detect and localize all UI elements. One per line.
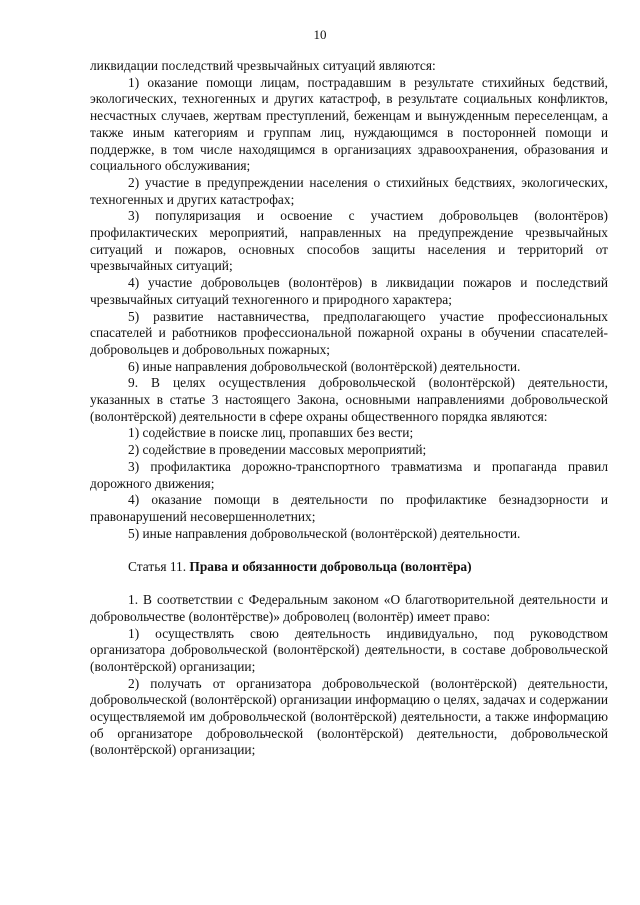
document-body (90, 58, 608, 759)
article-prefix: Статья 11. (128, 559, 190, 575)
paragraphs-before (90, 58, 608, 542)
paragraph-b2: 2) содействие в проведении массовых мероприятий; (128, 442, 427, 458)
paragraph-b5: 5) иные направления добровольческой (волонтёрской) деятельности. (128, 525, 521, 541)
paragraph-a2: 2) участие в предупреждении населения о стихийных бедствиях, экологических, техногенных и других катастрофах; (90, 174, 608, 207)
paragraph-c1_1: 1) осуществлять свою деятельность индивидуально, под руководством организатора добровольческой (волонтёрской) деятельности, в составе добровольческой (волонтёрской) организации; (90, 625, 608, 674)
paragraph-b1: 1) содействие в поиске лиц, пропавших без вести; (128, 425, 414, 441)
paragraph-c1: 1. В соответствии с Федеральным законом «О благотворительной деятельности и добровольчестве (волонтёрстве)» доброволец (волонтёр) имеет право: (90, 592, 608, 624)
article-heading (90, 559, 608, 576)
paragraph-intro: ликвидации последствий чрезвычайных ситуаций являются: (90, 58, 436, 73)
paragraph-a4: 4) участие добровольцев (волонтёров) в ликвидации пожаров и последствий чрезвычайных ситуаций техногенного и природного характера; (90, 275, 608, 307)
paragraph-c1_2: 2) получать от организатора добровольческой (волонтёрской) деятельности, добровольческой (волонтёрской) организации информацию о целях, задачах и содержании осуществляемой им добровольческой (волонтёрской) деятельности, а также информацию об организаторе добровольческой (волонтёрской) деятельности, добровольческой (волонтёрской) организации; (90, 675, 608, 758)
paragraph-a3: 3) популяризация и освоение с участием добровольцев (волонтёров) профилактических мероприятий, направленных на предупреждение чрезвычайных ситуаций и пожаров, основных способов защиты населения и территорий от чрезвычайных ситуаций; (90, 208, 608, 274)
paragraph-a5: 5) развитие наставничества, предполагающего участие профессиональных спасателей и работников профессиональной пожарной охраны в обучении спасателей-добровольцев и добровольных пожарных; (90, 308, 608, 357)
paragraph-a1: 1) оказание помощи лицам, пострадавшим в результате стихийных бедствий, экологических, техногенных и других катастроф, в результате социальных конфликтов, несчастных случаев, жертвам преступлений, беженцам и вынужденным переселенцам, а также иным категориям и группам лиц, нуждающимся в посторонней помощи и поддержке, в том числе находящимся в организациях здравоохранения, образования и социального обслуживания; (90, 74, 608, 174)
page-number: 10 (313, 27, 327, 42)
article-title: Права и обязанности добровольца (волонтёра) (189, 559, 472, 575)
paragraph-p9: 9. В целях осуществления добровольческой (волонтёрской) деятельности, указанных в статье 3 настоящего Закона, основными направлениями добровольческой (волонтёрской) деятельности в сфере охраны общественного порядка являются: (90, 375, 608, 424)
paragraph-a6: 6) иные направления добровольческой (волонтёрской) деятельности. (128, 358, 521, 374)
paragraphs-after (90, 592, 608, 759)
paragraph-b4: 4) оказание помощи в деятельности по профилактике безнадзорности и правонарушений несовершеннолетних; (90, 492, 608, 524)
paragraph-b3: 3) профилактика дорожно-транспортного травматизма и пропаганда правил дорожного движения; (90, 458, 608, 491)
